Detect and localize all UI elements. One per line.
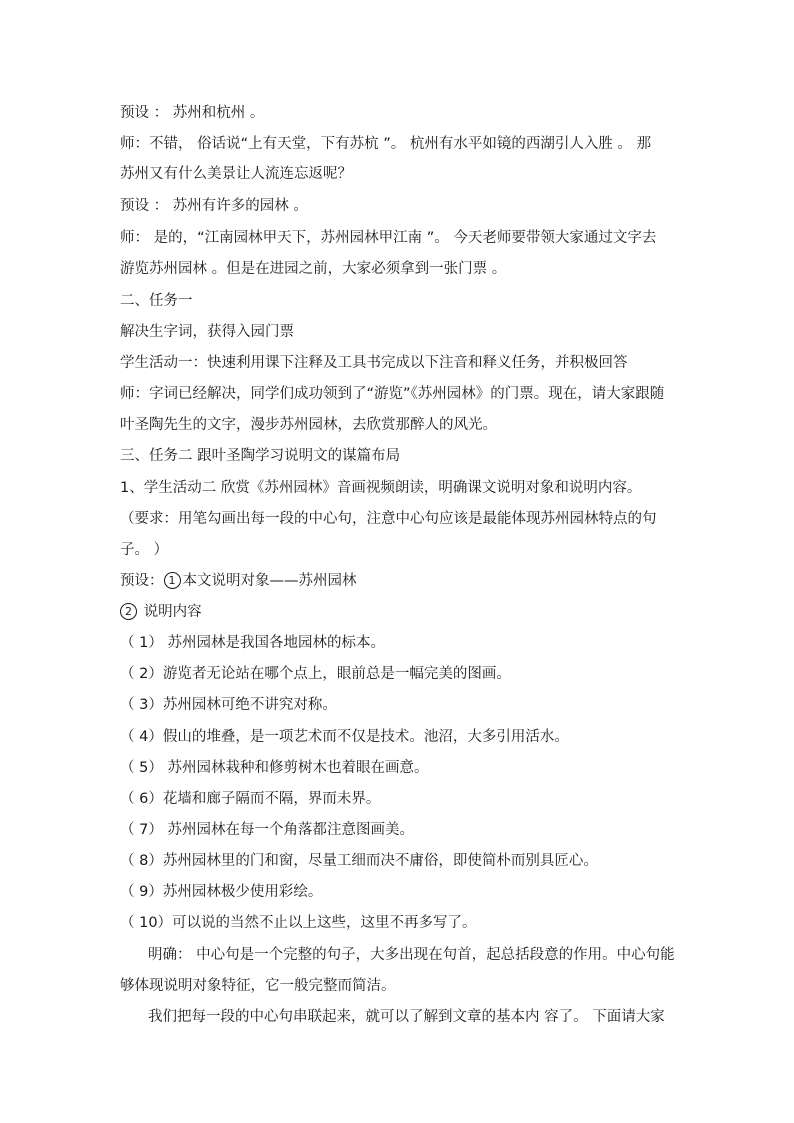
section-heading: 三、任务二 跟叶圣陶学习说明文的谋篇布局 (120, 448, 401, 464)
text-line: 叶圣陶先生的文字，漫步苏州园林，去欣赏那醉人的风光。 (120, 417, 497, 433)
text-line: 预设 ： 苏州和杭州 。 (120, 105, 265, 121)
section-heading: 二、任务一 (120, 293, 193, 309)
list-item: （ 5） 苏州园林栽种和修剪树木也着眼在画意。 (120, 760, 429, 776)
list-item: （ 7） 苏州园林在每一个角落都注意图画美。 (120, 822, 414, 838)
circled-number: 2 (120, 603, 137, 620)
list-item: （ 8）苏州园林里的门和窗，尽量工细而决不庸俗，即使简朴而别具匠心。 (120, 853, 598, 869)
list-item: （ 9）苏州园林极少使用彩绘。 (120, 884, 323, 900)
text-line: 解决生字词，获得入园门票 (120, 324, 294, 340)
text-line: 师：字词已经解决，同学们成功领到了“游览”《苏州园林》的门票。现在，请大家跟随 (120, 386, 665, 402)
text-line: 苏州又有什么美景让人流连忘返呢？ (120, 166, 352, 182)
list-item: （ 2）游览者无论站在哪个点上，眼前总是一幅完美的图画。 (120, 666, 511, 682)
text-line: 明确： 中心句是一个完整的句子，大多出现在句首，起总括段意的作用。中心句能 (148, 947, 675, 963)
text-line: 学生活动一：快速利用课下注释及工具书完成以下注音和释义任务，并积极回答 (120, 355, 628, 371)
text-line: 游览苏州园林 。但是在进园之前，大家必须拿到一张门票 。 (120, 261, 507, 277)
circled-number: 1 (164, 572, 181, 589)
text-line: 我们把每一段的中心句串联起来，就可以了解到文章的基本内 容了。 下面请大家 (148, 1009, 665, 1025)
list-item: （ 10）可以说的当然不止以上这些，这里不再多写了。 (120, 915, 477, 931)
preset-line (120, 602, 680, 622)
list-item: （ 3）苏州园林可绝不讲究对称。 (120, 697, 337, 713)
text-line: （要求：用笔勾画出每一段的中心句，注意中心句应该是最能体现苏州园林特点的句 (120, 511, 657, 527)
text-line: 够体现说明对象特征，它一般完整而简洁。 (120, 978, 396, 994)
text-line: 师： 是的，“江南园林甲天下，苏州园林甲江南 ”。 今天老师要带领大家通过文字去 (120, 230, 657, 246)
list-item: （ 4）假山的堆叠，是一项艺术而不仅是技术。池沼，大多引用活水。 (120, 729, 569, 745)
text-line: 子。 ） (120, 542, 169, 558)
text-line: 预设 ： 苏州有许多的园林 。 (120, 198, 308, 214)
preset-prefix: 预设： (120, 573, 164, 589)
list-item: （ 1） 苏州园林是我国各地园林的标本。 (120, 635, 385, 651)
text-line: 师：不错， 俗话说“上有天堂，下有苏杭 ”。 杭州有水平如镜的西湖引人入胜 。 那 (120, 136, 652, 152)
preset-line (120, 571, 680, 591)
list-item: （ 6）花墙和廊子隔而不隔，界而未界。 (120, 791, 381, 807)
text-line: 1、学生活动二 欣赏《苏州园林》音画视频朗读，明确课文说明对象和说明内容。 (120, 480, 642, 496)
preset-text: 本文说明对象——苏州园林 (182, 573, 357, 589)
preset-text: 说明内容 (139, 604, 202, 620)
